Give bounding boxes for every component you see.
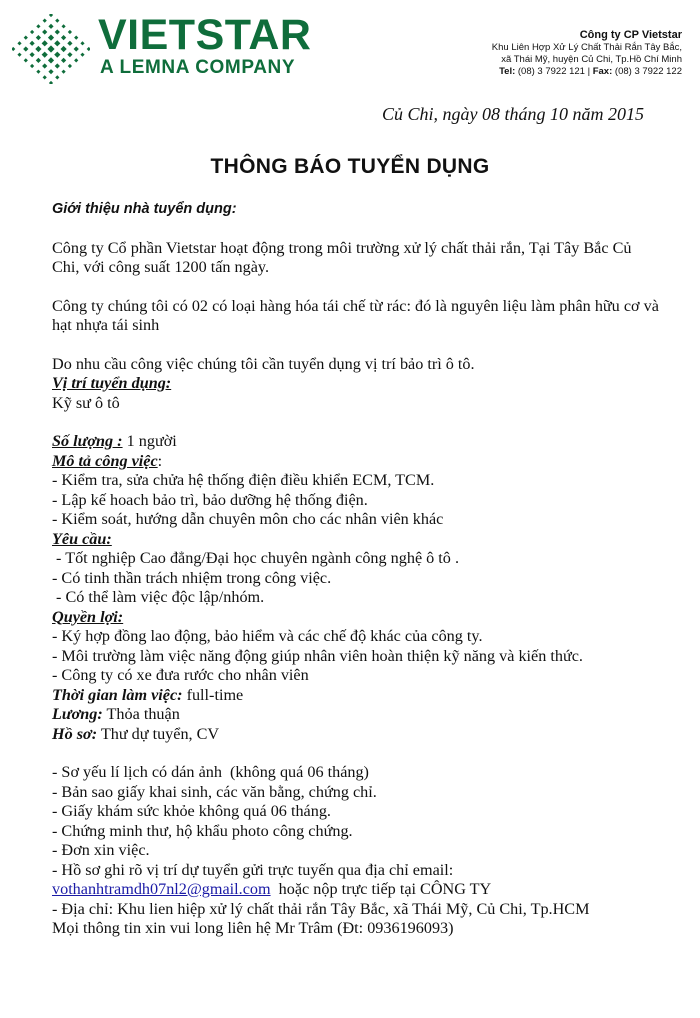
logo-diamond [36,35,41,40]
logo-diamond [48,57,54,63]
job-description-label: Mô tả công việc [52,451,158,470]
position-value: Kỹ sư ô tô [52,393,120,412]
logo-diamond [48,24,53,29]
logo-diamond [36,70,40,74]
fax-value: (08) 3 7922 122 [612,66,682,77]
job-description-heading [52,452,662,472]
page-title: THÔNG BÁO TUYỂN DỤNG [210,155,490,178]
contact-info: Mọi thông tin xin vui long liên hệ Mr Trâm (Đt: 0936196093) [52,919,454,937]
logo-diamond [47,45,54,52]
requirements-label: Yêu cầu: [52,529,112,548]
logo-diamond [62,70,66,74]
working-time-value: full-time [182,685,244,704]
logo-diamond [55,19,59,23]
quantity-value: 1 người [122,432,177,450]
logo-diamond [42,40,48,46]
benefits-label: Quyền lợi: [52,607,124,626]
logo-diamond [42,29,47,34]
list-item: - Đơn xin việc. [52,841,150,859]
dossier-line [52,725,662,745]
company-address-line2: xã Thái Mỹ, huyện Củ Chi, Tp.Hồ Chí Minh [501,54,682,65]
date-line: Củ Chi, ngày 08 tháng 10 năm 2015 [381,104,644,124]
list-item: - Kiểm tra, sửa chửa hệ thống điện điều khiển ECM, TCM. [52,471,435,489]
logo-tagline: A LEMNA COMPANY [100,57,296,78]
contact-address: - Địa chỉ: Khu lien hiệp xử lý chất thải rắn Tây Bắc, xã Thái Mỹ, Củ Chi, Tp.HCM [52,899,590,918]
list-item: - Tốt nghiệp Cao đẳng/Đại học chuyên ngành công nghệ ô tô . [52,549,459,567]
logo-diamond [61,58,66,63]
email-line [52,880,662,900]
quantity-label: Số lượng : [52,432,123,450]
logo-diamond [48,35,54,41]
list-item: - Chứng minh thư, hộ khẩu photo công chứng. [52,821,353,840]
email-suffix: hoặc nộp trực tiếp tại CÔNG TY [270,880,492,898]
salary-value: Thỏa thuận [102,705,180,723]
logo-diamond [54,52,60,58]
logo-diamond [74,36,78,40]
logo-diamond [30,41,35,46]
company-name: Công ty CP Vietstar [579,29,682,41]
list-item: - Bản sao giấy khai sinh, các văn bằng, chứng chỉ. [52,782,377,801]
list-item: - Sơ yếu lí lịch có dán ảnh (không quá 06 tháng) [52,763,369,781]
logo-diamond [23,46,28,51]
dossier-label: Hồ sơ: [52,724,98,743]
logo-diamond [68,64,72,68]
list-item: - Hồ sơ ghi rõ vị trí dự tuyển gửi trực tuyến qua địa chỉ email: [52,860,454,879]
vietstar-logo-icon [12,14,90,84]
intro-paragraph-2: Công ty chúng tôi có 02 có loại hàng hóa tái chế từ rác: đó là nguyên liệu làm phân hữu cơ và hạt nhựa tái sinh [52,296,659,334]
logo-diamond [17,41,21,45]
logo-name: VIETSTAR [98,11,312,59]
logo-diamond [67,52,72,57]
list-item: - Kiểm soát, hướng dẫn chuyên môn cho các nhân viên khác [52,510,444,528]
logo-diamond [74,46,79,51]
logo-diamond [42,52,48,58]
quantity-line [52,432,662,452]
dossier-value: Thư dự tuyển, CV [97,724,220,743]
logo-diamond [30,52,35,57]
working-time-label: Thời gian làm việc: [52,685,183,704]
email-link[interactable]: vothanhtramdh07nl2@gmail.com [52,880,271,898]
list-item: - Giấy khám sức khỏe không quá 06 tháng. [52,802,331,820]
logo-diamond [30,64,34,68]
intro-heading: Giới thiệu nhà tuyển dụng: [52,201,237,217]
document-body [52,200,662,939]
list-item: - Công ty có xe đưa rước cho nhân viên [52,666,309,684]
logo-diamond [42,63,47,68]
logo-diamond [49,81,53,84]
salary-label: Lương: [52,705,103,723]
logo-diamond [24,36,28,40]
logo-diamond [55,63,60,68]
fax-label: Fax: [592,66,613,77]
logo-diamond [43,75,47,79]
position-label: Vị trí tuyển dụng: [52,374,172,392]
logo-diamond [17,53,21,57]
logo-diamond [24,58,28,62]
logo-diamond [48,69,53,74]
logo-diamond [87,47,90,51]
logo-diamond [80,53,84,57]
logo-diamond [74,58,78,62]
logo-diamond [12,47,15,51]
logo-diamond [49,14,53,17]
tel-value: (08) 3 7922 121 | [515,66,593,77]
list-item: - Môi trường làm việc năng động giúp nhân viên hoàn thiện kỹ năng và kiến thức. [52,646,583,665]
logo-diamond [36,24,40,28]
logo-diamond [36,58,41,63]
list-item: - Ký hợp đồng lao động, bảo hiểm và các chế độ khác của công ty. [52,627,483,645]
logo-diamond [61,46,67,52]
salary-line [52,705,662,725]
logo-diamond [55,29,60,34]
job-description-colon: : [157,451,163,470]
logo-diamond [62,24,66,28]
company-contact [492,66,682,78]
intro-paragraph-1: Công ty Cổ phần Vietstar hoạt động trong môi trường xử lý chất thải rắn, Tại Tây Bắc Củ Chi, với công suất 1200 tấn ngày. [52,238,632,276]
list-item: - Có thể làm việc độc lập/nhóm. [52,588,265,606]
logo-diamond [30,30,34,34]
list-item: - Có tinh thần trách nhiệm trong công việc. [52,568,332,587]
logo-diamond [68,30,72,34]
logo-wordmark [98,12,311,78]
logo-diamond [80,41,84,45]
list-item: - Lập kế hoach bảo trì, bảo dưỡng hệ thống điện. [52,490,368,509]
tel-label: Tel: [499,66,516,77]
logo-diamond [67,41,72,46]
logo-diamond [55,75,59,79]
logo-diamond [35,46,41,52]
company-address-line1: Khu Liên Hợp Xử Lý Chất Thải Rắn Tây Bắc, [491,42,682,53]
working-time-line [52,686,662,706]
company-info [492,28,682,78]
logo-diamond [43,19,47,23]
logo-diamond [61,35,66,40]
intro-paragraph-3: Do nhu cầu công việc chúng tôi cần tuyển dụng vị trí bảo trì ô tô. [52,354,475,373]
logo-diamond [54,40,60,46]
